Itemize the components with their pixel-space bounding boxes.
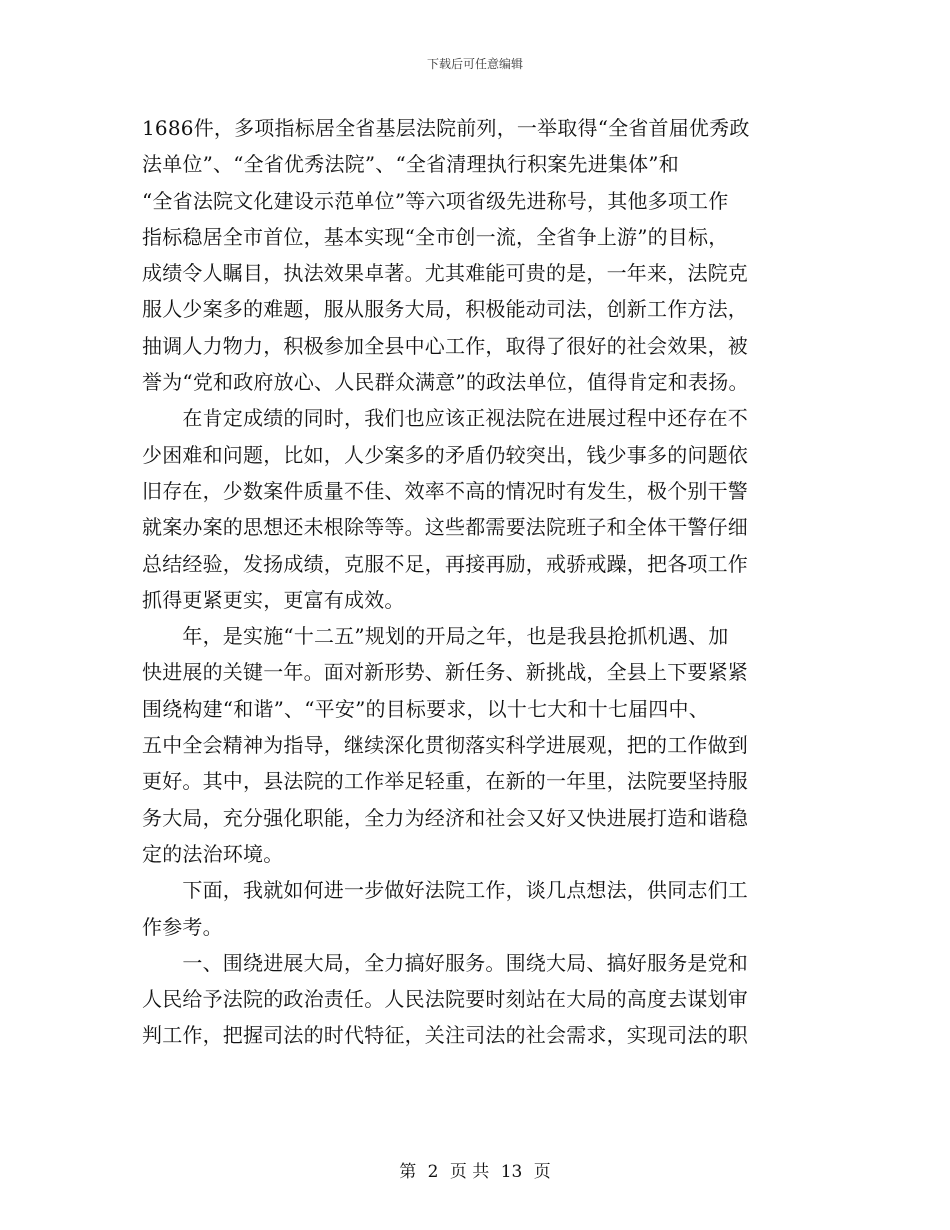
text-line: 定的法治环境。 bbox=[142, 841, 284, 866]
text-line: 在肯定成绩的同时，我们也应该正视法院在进展过程中还存在不 bbox=[142, 406, 748, 431]
text-line: 围绕构建“和谐”、“平安”的目标要求，以十七大和十七届四中、 bbox=[142, 696, 709, 721]
text-line: 抓得更紧更实，更富有成效。 bbox=[142, 587, 405, 612]
text-line: 快进展的关键一年。面对新形势、新任务、新挑战，全县上下要紧紧 bbox=[142, 660, 748, 685]
document-body bbox=[142, 110, 812, 1054]
text-line: “全省法院文化建设示范单位”等六项省级先进称号，其他多项工作 bbox=[142, 188, 729, 213]
text-line: 一、围绕进展大局，全力搞好服务。围绕大局、搞好服务是党和 bbox=[142, 950, 748, 975]
text-line: 年，是实施“十二五”规划的开局之年，也是我县抢抓机遇、加 bbox=[142, 624, 729, 649]
footer-page-number: 2 bbox=[427, 1162, 439, 1182]
page-footer bbox=[0, 1157, 950, 1182]
text-line: 1686件，多项指标居全省基层法院前列，一举取得“全省首届优秀政 bbox=[142, 116, 750, 140]
text-line: 务大局，充分强化职能，全力为经济和社会又好又快进展打造和谐稳 bbox=[142, 805, 748, 830]
text-line: 旧存在，少数案件质量不佳、效率不高的情况时有发生，极个别干警 bbox=[142, 478, 748, 503]
text-line: 抽调人力物力，积极参加全县中心工作，取得了很好的社会效果，被 bbox=[142, 333, 748, 358]
text-line: 人民给予法院的政治责任。人民法院要时刻站在大局的高度去谋划审 bbox=[142, 987, 748, 1012]
text-line: 作参考。 bbox=[142, 914, 223, 939]
footer-total-pages: 13 bbox=[500, 1162, 523, 1182]
footer-prefix: 第 bbox=[399, 1162, 417, 1182]
footer-middle: 页 共 bbox=[449, 1162, 490, 1182]
footer-suffix: 页 bbox=[533, 1162, 551, 1182]
text-line: 总结经验，发扬成绩，克服不足，再接再励，戒骄戒躁，把各项工作 bbox=[142, 551, 748, 576]
text-line: 服人少案多的难题，服从服务大局，积极能动司法，创新工作方法， bbox=[142, 297, 748, 322]
text-line: 成绩令人瞩目，执法效果卓著。尤其难能可贵的是，一年来，法院克 bbox=[142, 261, 748, 286]
text-line: 就案办案的思想还未根除等等。这些都需要法院班子和全体干警仔细 bbox=[142, 515, 748, 540]
text-line: 判工作，把握司法的时代特征，关注司法的社会需求，实现司法的职 bbox=[142, 1023, 748, 1048]
text-line: 誉为“党和政府放心、人民群众满意”的政法单位，值得肯定和表扬。 bbox=[142, 370, 749, 395]
text-line: 五中全会精神为指导，继续深化贯彻落实科学进展观，把的工作做到 bbox=[142, 733, 748, 758]
text-line: 指标稳居全市首位，基本实现“全市创一流，全省争上游”的目标， bbox=[142, 224, 729, 249]
text-line: 法单位”、“全省优秀法院”、“全省清理执行积案先进集体”和 bbox=[142, 152, 679, 177]
page-header-note: 下载后可任意编辑 bbox=[426, 57, 523, 71]
text-line: 下面，我就如何进一步做好法院工作，谈几点想法，供同志们工 bbox=[142, 878, 748, 903]
text-line: 少困难和问题，比如，人少案多的矛盾仍较突出，钱少事多的问题依 bbox=[142, 442, 748, 467]
text-line: 更好。其中，县法院的工作举足轻重，在新的一年里，法院要坚持服 bbox=[142, 769, 748, 794]
